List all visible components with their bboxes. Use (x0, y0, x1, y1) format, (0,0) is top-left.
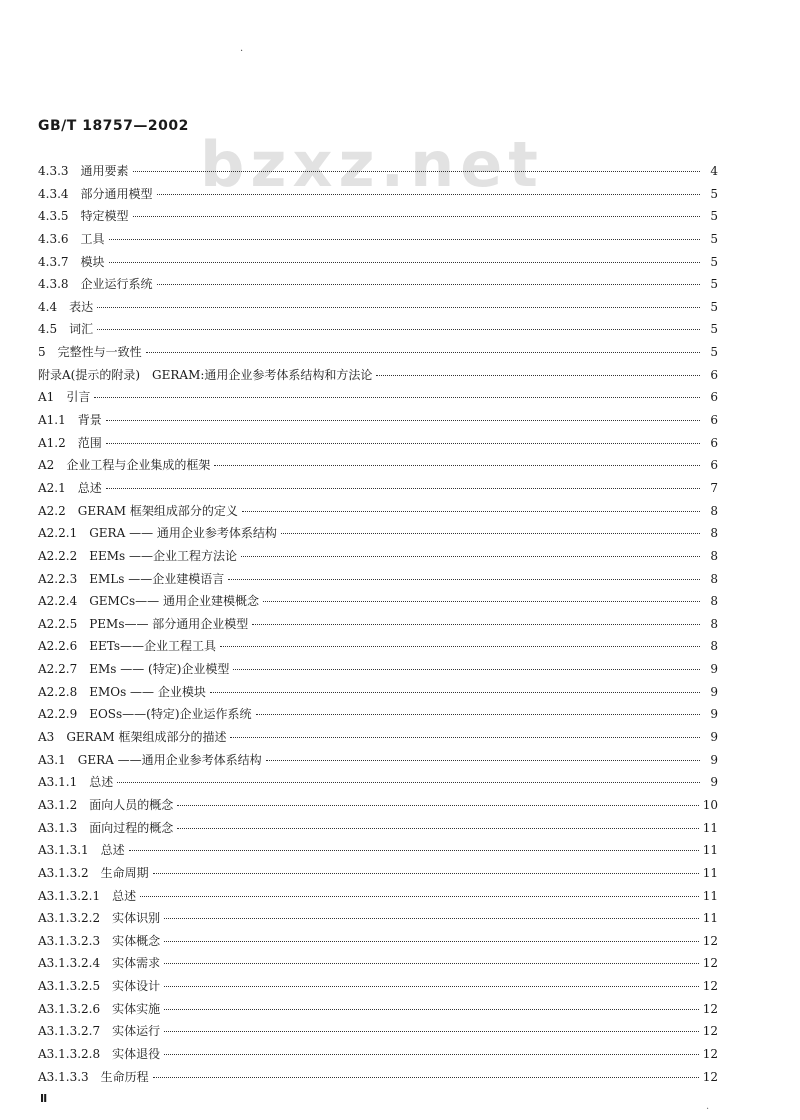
toc-entry-title: 词汇 (69, 322, 94, 337)
toc-entry-number: A2.1 (38, 480, 66, 495)
dot-leader (266, 759, 700, 761)
dot-leader (117, 781, 700, 783)
toc-entry-title: 实体设计 (112, 979, 161, 994)
toc-entry-title: 实体识别 (112, 911, 161, 926)
toc-entry-page: 4 (710, 164, 718, 178)
toc-entry (38, 728, 718, 751)
dot-leader (252, 623, 700, 625)
toc-entry-number: A3.1.3.2.8 (38, 1046, 101, 1061)
toc-entry-page: 9 (710, 684, 718, 699)
toc-entry-title: 实体运行 (112, 1024, 161, 1039)
toc-entry-title: 工具 (80, 231, 105, 246)
page-number: Ⅱ (40, 1092, 48, 1105)
dot-leader (177, 827, 699, 829)
toc-entry-page: 10 (702, 797, 718, 812)
dot-leader (230, 736, 700, 738)
toc-entry-page: 9 (710, 752, 718, 767)
toc-entry (38, 275, 718, 298)
toc-entry-number: A1.2 (38, 435, 66, 450)
toc-entry-page: 11 (702, 843, 718, 858)
dot-leader (214, 464, 700, 466)
toc-entry-page: 5 (710, 277, 718, 292)
toc-entry-page: 7 (710, 480, 718, 495)
toc-entry (38, 570, 718, 593)
toc-entry-title: 生命历程 (100, 1069, 149, 1084)
toc-entry (38, 479, 718, 502)
toc-entry-page: 6 (710, 390, 718, 405)
toc-entry-page: 6 (710, 435, 718, 450)
toc-entry-title: 总述 (100, 843, 125, 858)
dot-leader (157, 193, 700, 195)
dot-leader (242, 510, 700, 512)
toc-entry (38, 909, 718, 932)
toc-entry-page: 8 (710, 503, 718, 518)
toc-entry-title: 面向过程的概念 (89, 820, 174, 835)
toc-entry-number: A1 (38, 390, 55, 405)
toc-entry-number: 4.5 (38, 322, 58, 337)
toc-entry-title: 通用要素 (80, 164, 129, 178)
toc-entry-number: A2.2.6 (38, 639, 78, 654)
toc-entry-page: 5 (710, 231, 718, 246)
toc-entry-number: A2.2.7 (38, 662, 78, 677)
toc-entry (38, 411, 718, 434)
scan-speck: · (240, 46, 244, 57)
toc-entry (38, 230, 718, 253)
toc-entry-page: 9 (710, 775, 718, 790)
toc-entry-title: GERAM 框架组成部分的定义 (77, 503, 238, 518)
toc-entry-page: 5 (710, 209, 718, 224)
toc-entry (38, 1045, 718, 1068)
toc-entry-number: A3.1.3.2.4 (38, 956, 101, 971)
toc-entry-title: 背景 (77, 413, 102, 428)
toc-entry (38, 592, 718, 615)
toc-entry-title: GERAM 框架组成部分的描述 (66, 730, 227, 745)
toc-entry-title: GEMCs—— 通用企业建模概念 (89, 594, 259, 609)
toc-entry-number: A3.1.1 (38, 775, 78, 790)
toc-entry-page: 6 (710, 367, 718, 382)
toc-entry-page: 6 (710, 413, 718, 428)
toc-entry-number: A2.2.9 (38, 707, 78, 722)
toc-entry-title: 总述 (89, 775, 114, 790)
toc-entry-page: 12 (702, 1001, 718, 1016)
toc-entry (38, 298, 718, 321)
toc-entry-title: 总述 (77, 480, 102, 495)
dot-leader (106, 419, 700, 421)
dot-leader (164, 1030, 699, 1032)
toc-entry (38, 819, 718, 842)
toc-entry-title: EMLs ——企业建模语言 (89, 571, 225, 586)
toc-entry-title: 特定模型 (80, 209, 129, 224)
dot-leader (97, 306, 700, 308)
dot-leader (177, 804, 699, 806)
toc-entry-page: 9 (710, 707, 718, 722)
dot-leader (263, 600, 700, 602)
dot-leader (133, 215, 700, 217)
toc-entry (38, 705, 718, 728)
toc-entry-page: 5 (710, 299, 718, 314)
toc-entry-number: 4.3.5 (38, 209, 69, 224)
dot-leader (281, 532, 700, 534)
dot-leader (164, 1053, 699, 1055)
toc-entry (38, 366, 718, 389)
dot-leader (164, 917, 699, 919)
toc-entry-title: 企业运行系统 (80, 277, 153, 292)
dot-leader (164, 940, 699, 942)
toc-entry-page: 6 (710, 458, 718, 473)
toc-entry-number: A1.1 (38, 413, 66, 428)
toc-entry-title: PEMs—— 部分通用企业模型 (89, 616, 249, 631)
toc-entry-number: 4.3.3 (38, 164, 69, 178)
toc-entry-number: A2.2.5 (38, 616, 78, 631)
toc-entry-page: 11 (702, 865, 718, 880)
toc-entry-title: 企业工程与企业集成的框架 (66, 458, 211, 473)
toc-entry-page: 9 (710, 662, 718, 677)
dot-leader (153, 1076, 699, 1078)
dot-leader (256, 713, 700, 715)
dot-leader (129, 849, 699, 851)
toc-entry-title: 实体需求 (112, 956, 161, 971)
toc-entry-number: A2.2.3 (38, 571, 78, 586)
toc-entry (38, 1000, 718, 1023)
toc-entry-number: A3.1.3.2.6 (38, 1001, 101, 1016)
toc-entry-page: 8 (710, 594, 718, 609)
toc-entry (38, 162, 718, 185)
dot-leader (241, 555, 700, 557)
toc-entry-title: 实体退役 (112, 1046, 161, 1061)
dot-leader (153, 872, 699, 874)
dot-leader (106, 442, 700, 444)
toc-entry (38, 683, 718, 706)
toc-entry (38, 751, 718, 774)
toc-entry-title: 部分通用模型 (80, 186, 153, 201)
toc-entry-number: 4.4 (38, 299, 58, 314)
toc-entry-title: EMs —— (特定)企业模型 (89, 662, 230, 677)
toc-entry (38, 253, 718, 276)
toc-entry-number: 5 (38, 345, 46, 360)
toc-entry-title: EOSs——(特定)企业运作系统 (89, 707, 252, 722)
toc-entry-page: 11 (702, 911, 718, 926)
toc-entry (38, 887, 718, 910)
toc-entry-number: 附录A(提示的附录) (38, 367, 141, 382)
toc-entry (38, 773, 718, 796)
toc-entry (38, 1022, 718, 1045)
toc-entry-title: 面向人员的概念 (89, 797, 174, 812)
dot-leader (94, 396, 700, 398)
toc-entry-page: 12 (702, 956, 718, 971)
toc-entry-title: 实体概念 (112, 933, 161, 948)
dot-leader (164, 1008, 699, 1010)
dot-leader (164, 985, 699, 987)
dot-leader (106, 487, 700, 489)
toc-entry-number: A3.1.2 (38, 797, 78, 812)
toc-entry-page: 8 (710, 616, 718, 631)
toc-entry-title: 范围 (77, 435, 102, 450)
dot-leader (220, 645, 700, 647)
toc-entry-number: A3 (38, 730, 55, 745)
toc-entry-page: 11 (702, 888, 718, 903)
toc-entry-title: GERA ——通用企业参考体系结构 (77, 752, 262, 767)
toc-entry-number: A2.2.8 (38, 684, 78, 699)
toc-entry-number: A2 (38, 458, 55, 473)
toc-entry-title: GERA —— 通用企业参考体系结构 (89, 526, 277, 541)
toc-entry-page: 8 (710, 639, 718, 654)
dot-leader (133, 170, 700, 172)
toc-entry-number: A2.2 (38, 503, 66, 518)
dot-leader (109, 261, 700, 263)
toc-entry (38, 977, 718, 1000)
toc-entry (38, 388, 718, 411)
toc-entry-page: 5 (710, 254, 718, 269)
toc-entry-page: 12 (702, 979, 718, 994)
toc-entry-title: 实体实施 (112, 1001, 161, 1016)
dot-leader (157, 283, 700, 285)
toc-entry-title: 引言 (66, 390, 91, 405)
toc-entry (38, 185, 718, 208)
toc-entry-page: 8 (710, 571, 718, 586)
dot-leader (376, 374, 700, 376)
toc-entry-title: 模块 (80, 254, 105, 269)
toc-entry-number: A3.1.3.1 (38, 843, 89, 858)
toc-entry-title: GERAM:通用企业参考体系结构和方法论 (152, 367, 373, 382)
site-watermark: bzxz.net (200, 128, 544, 201)
toc-entry-number: A3.1.3.2.2 (38, 911, 101, 926)
toc-entry (38, 434, 718, 457)
toc-entry (38, 207, 718, 230)
table-of-contents (38, 162, 718, 1090)
dot-leader (164, 962, 699, 964)
toc-entry (38, 864, 718, 887)
toc-entry-number: A3.1.3.3 (38, 1069, 89, 1084)
scan-speck: · (706, 1104, 710, 1115)
dot-leader (109, 238, 700, 240)
toc-entry-number: A2.2.1 (38, 526, 78, 541)
toc-entry-title: 生命周期 (100, 865, 149, 880)
toc-entry-number: A3.1.3.2.3 (38, 933, 101, 948)
toc-entry (38, 1068, 718, 1091)
toc-entry (38, 615, 718, 638)
toc-entry-page: 11 (702, 820, 718, 835)
toc-entry (38, 524, 718, 547)
toc-entry-number: 4.3.6 (38, 231, 69, 246)
dot-leader (210, 691, 700, 693)
toc-entry (38, 343, 718, 366)
toc-entry-number: A3.1 (38, 752, 66, 767)
toc-entry-page: 5 (710, 322, 718, 337)
toc-entry-number: A3.1.3.2.5 (38, 979, 101, 994)
toc-entry-title: EEMs ——企业工程方法论 (89, 548, 237, 563)
toc-entry (38, 932, 718, 955)
toc-entry (38, 796, 718, 819)
dot-leader (140, 895, 699, 897)
toc-entry-page: 5 (710, 186, 718, 201)
toc-entry-page: 8 (710, 548, 718, 563)
toc-entry-number: A3.1.3.2.1 (38, 888, 101, 903)
toc-entry-number: A2.2.2 (38, 548, 78, 563)
dot-leader (228, 578, 700, 580)
toc-entry-number: A3.1.3 (38, 820, 78, 835)
toc-entry-title: EETs——企业工程工具 (89, 639, 217, 654)
toc-entry-title: 完整性与一致性 (57, 345, 142, 360)
toc-entry-page: 12 (702, 1024, 718, 1039)
toc-entry (38, 841, 718, 864)
toc-entry-title: EMOs —— 企业模块 (89, 684, 206, 699)
toc-entry-number: A3.1.3.2.7 (38, 1024, 101, 1039)
toc-entry-page: 12 (702, 1069, 718, 1084)
dot-leader (146, 351, 700, 353)
toc-entry (38, 502, 718, 525)
toc-entry-title: 表达 (69, 299, 94, 314)
toc-entry (38, 637, 718, 660)
toc-entry-page: 8 (710, 526, 718, 541)
toc-entry (38, 320, 718, 343)
toc-entry-title: 总述 (112, 888, 137, 903)
toc-entry-number: A3.1.3.2 (38, 865, 89, 880)
toc-entry-page: 12 (702, 933, 718, 948)
toc-entry (38, 456, 718, 479)
dot-leader (233, 668, 700, 670)
toc-entry-page: 5 (710, 345, 718, 360)
toc-entry-number: A2.2.4 (38, 594, 78, 609)
toc-entry-page: 12 (702, 1046, 718, 1061)
toc-entry (38, 954, 718, 977)
toc-entry-number: 4.3.8 (38, 277, 69, 292)
toc-entry-number: 4.3.4 (38, 186, 69, 201)
toc-entry (38, 547, 718, 570)
toc-entry-number: 4.3.7 (38, 254, 69, 269)
toc-entry (38, 660, 718, 683)
standard-code: GB/T 18757—2002 (38, 118, 189, 134)
dot-leader (97, 328, 700, 330)
toc-entry-page: 9 (710, 730, 718, 745)
